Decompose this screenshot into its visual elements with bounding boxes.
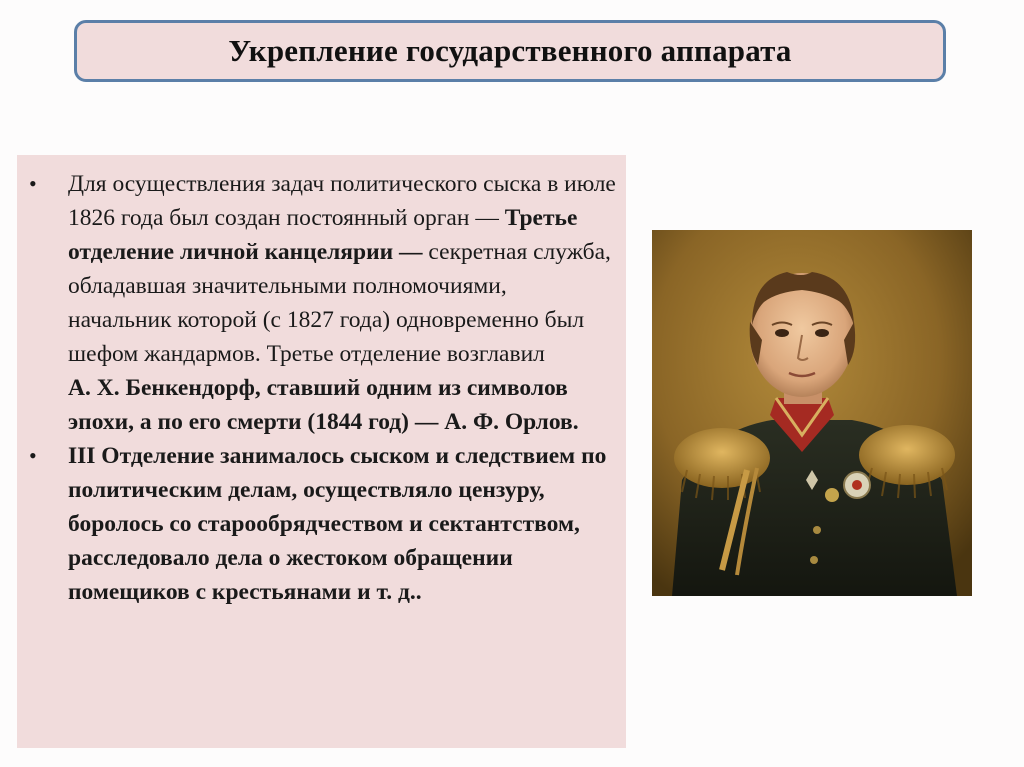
bullet-1-text-2: секретная служба, обладавшая значительными полномочиями, начальник которой (с 1827 года) одновременно был шефом жандармов. Третье отделение возглавил (68, 239, 611, 367)
bullet-item-1 (17, 167, 626, 439)
bullet-marker: • (29, 171, 37, 196)
portrait-painting (652, 230, 972, 596)
slide-title: Укрепление государственного аппарата (228, 33, 792, 68)
title-box (74, 20, 946, 82)
bullet-1-bold-1: Третье отделение личной канцелярии — (68, 205, 578, 265)
bullet-1-bold-2: А. Х. Бенкендорф, ставший одним из символов эпохи, а по его смерти (1844 год) — А. Ф. Орлов. (68, 375, 579, 435)
bullet-list (17, 167, 626, 609)
bullet-marker: • (29, 443, 37, 468)
bullet-item-2 (17, 439, 626, 609)
text-panel (17, 155, 626, 748)
bullet-1-text-1: Для осуществления задач политического сыска в июле 1826 года был создан постоянный орган — (68, 171, 616, 231)
bullet-2-bold: III Отделение занималось сыском и следствием по политическим делам, осуществляло цензуру, боролось со старообрядчеством и сектантством, расследовало дела о жестоком обращении помещиков с крестьянами и т. д.. (68, 443, 607, 605)
